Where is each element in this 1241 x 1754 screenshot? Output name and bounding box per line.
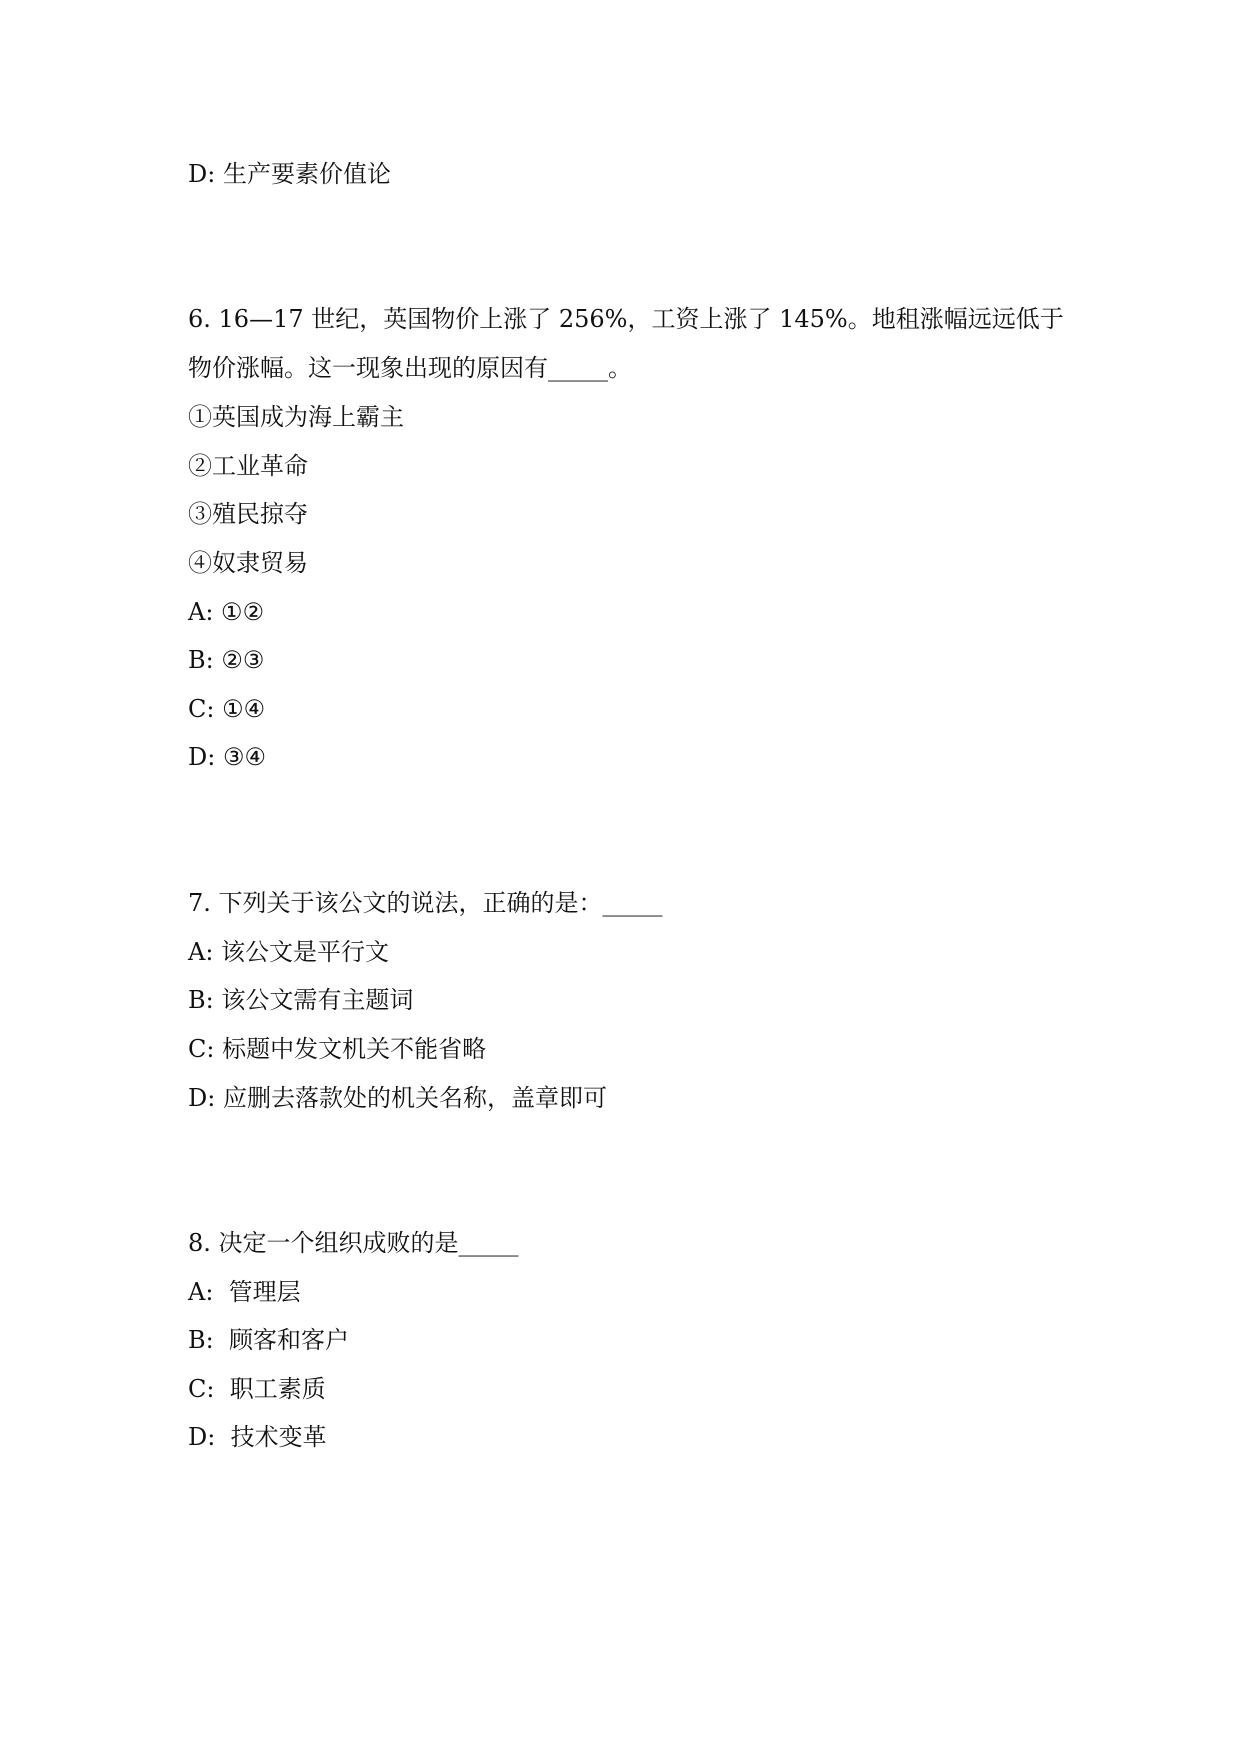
question-6-item: ④奴隶贸易 — [188, 549, 308, 577]
question-6-option-a: A: ①② — [188, 598, 265, 626]
question-8-option-a: A: 管理层 — [188, 1278, 301, 1306]
question-7-option-b: B: 该公文需有主题词 — [188, 986, 414, 1014]
question-6-option-c: C: ①④ — [188, 695, 266, 723]
question-6-option-d: D: ③④ — [188, 743, 266, 771]
question-6-stem-line-1: 6. 16—17 世纪，英国物价上涨了 256%，工资上涨了 145%。地租涨幅远远低于 — [188, 305, 1064, 333]
question-7-option-a: A: 该公文是平行文 — [188, 938, 390, 966]
question-8-option-c: C: 职工素质 — [188, 1375, 326, 1403]
question-6-item: ②工业革命 — [188, 452, 308, 480]
question-7-option-d: D: 应删去落款处的机关名称，盖章即可 — [188, 1084, 607, 1112]
question-7-stem: 7. 下列关于该公文的说法，正确的是：_____ — [188, 889, 663, 917]
question-6-stem-line-2: 物价涨幅。这一现象出现的原因有_____。 — [188, 354, 632, 382]
question-8-option-d: D: 技术变革 — [188, 1423, 327, 1451]
question-8-option-b: B: 顾客和客户 — [188, 1326, 349, 1354]
prev-question-option-d: D: 生产要素价值论 — [188, 160, 391, 188]
question-8-stem: 8. 决定一个组织成败的是_____ — [188, 1229, 519, 1257]
question-6-option-b: B: ②③ — [188, 646, 265, 674]
question-6-item: ③殖民掠夺 — [188, 500, 308, 528]
question-6-item: ①英国成为海上霸主 — [188, 403, 404, 431]
question-7-option-c: C: 标题中发文机关不能省略 — [188, 1035, 487, 1063]
